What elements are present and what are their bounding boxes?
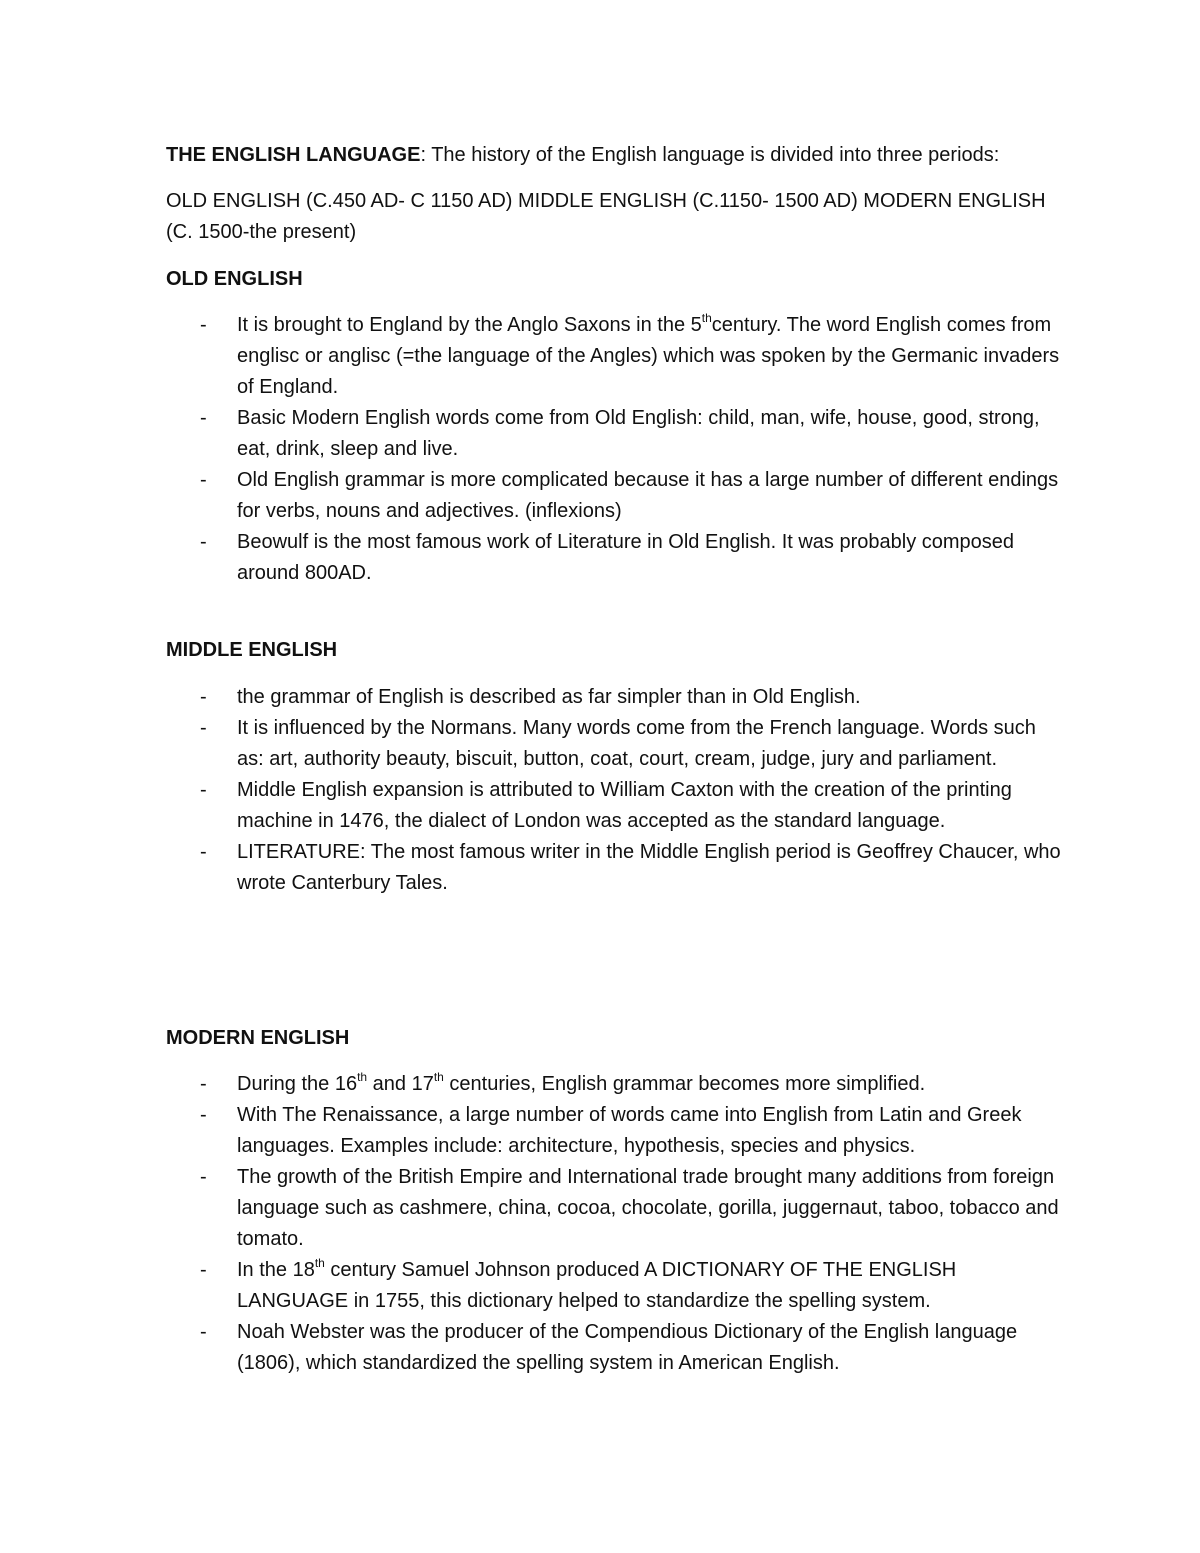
superscript: th	[433, 1070, 444, 1084]
item-text: and 17	[367, 1073, 434, 1095]
bullet-dash: -	[200, 717, 207, 739]
superscript: th	[357, 1070, 368, 1084]
superscript: th	[701, 311, 712, 325]
bullet-dash: -	[200, 469, 207, 491]
item-text: The growth of the British Empire and International trade brought many additions from foreign language such as cashmere, china, cocoa, chocolate, gorilla, juggernaut, taboo, tobacco and tomato.	[237, 1166, 1059, 1250]
list-item	[166, 682, 1066, 713]
intro-block	[166, 140, 1066, 248]
item-text: Beowulf is the most famous work of Literature in Old English. It was probably composed around 800AD.	[237, 531, 1015, 584]
intro-text: : The history of the English language is divided into three periods:	[420, 144, 1000, 166]
section-title-modern-english: MODERN ENGLISH	[166, 1027, 350, 1049]
middle-english-list	[166, 682, 1066, 899]
list-item	[166, 1317, 1066, 1379]
bullet-dash: -	[200, 779, 207, 801]
bullet-dash: -	[200, 314, 207, 336]
bullet-dash: -	[200, 1166, 207, 1188]
old-english-list	[166, 310, 1066, 589]
section-title-old-english: OLD ENGLISH	[166, 268, 303, 290]
bullet-dash: -	[200, 1259, 207, 1281]
item-text: century. The word English comes from englisc or anglisc (=the language of the Angles) which was spoken by the Germanic invaders of England.	[237, 314, 1060, 398]
item-text: With The Renaissance, a large number of words came into English from Latin and Greek languages. Examples include: architecture, hypothesis, species and physics.	[237, 1104, 1022, 1157]
item-text: century Samuel Johnson produced A DICTIONARY OF THE ENGLISH LANGUAGE in 1755, this dictionary helped to standardize the spelling system.	[237, 1259, 957, 1312]
list-item	[166, 775, 1066, 837]
item-text: In the 18	[237, 1259, 315, 1281]
bullet-dash: -	[200, 1073, 207, 1095]
bullet-dash: -	[200, 531, 207, 553]
item-text: It is brought to England by the Anglo Saxons in the 5	[237, 314, 702, 336]
bullet-dash: -	[200, 1321, 207, 1343]
item-text: centuries, English grammar becomes more simplified.	[443, 1073, 926, 1095]
item-text: the grammar of English is described as far simpler than in Old English.	[237, 686, 861, 708]
item-text: It is influenced by the Normans. Many words come from the French language. Words such as: art, authority beauty, biscuit, button, coat, court, cream, judge, jury and parliament.	[237, 717, 1036, 770]
bullet-dash: -	[200, 841, 207, 863]
item-text: Basic Modern English words come from Old English: child, man, wife, house, good, strong, eat, drink, sleep and live.	[237, 407, 1040, 460]
superscript: th	[314, 1256, 325, 1270]
list-item	[166, 1069, 1066, 1100]
item-text: Old English grammar is more complicated because it has a large number of different endings for verbs, nouns and adjectives. (inflexions)	[237, 469, 1059, 522]
list-item	[166, 465, 1066, 527]
item-text: During the 16	[237, 1073, 358, 1095]
bullet-dash: -	[200, 686, 207, 708]
bullet-dash: -	[200, 1104, 207, 1126]
section-title-middle-english: MIDDLE ENGLISH	[166, 639, 338, 661]
list-item	[166, 310, 1066, 403]
item-text: LITERATURE: The most famous writer in the Middle English period is Geoffrey Chaucer, who wrote Canterbury Tales.	[237, 841, 1061, 894]
intro-heading	[166, 140, 1066, 171]
list-item	[166, 1255, 1066, 1317]
list-item	[166, 1162, 1066, 1255]
bullet-dash: -	[200, 407, 207, 429]
document-title: THE ENGLISH LANGUAGE	[166, 144, 421, 166]
list-item	[166, 713, 1066, 775]
list-item	[166, 403, 1066, 465]
item-text: Middle English expansion is attributed to William Caxton with the creation of the printing machine in 1476, the dialect of London was accepted as the standard language.	[237, 779, 1012, 832]
modern-english-list	[166, 1069, 1066, 1379]
list-item	[166, 1100, 1066, 1162]
periods-text: OLD ENGLISH (C.450 AD- C 1150 AD) MIDDLE ENGLISH (C.1150- 1500 AD) MODERN ENGLISH (C. 1500-the present)	[166, 190, 1046, 243]
list-item	[166, 837, 1066, 899]
item-text: Noah Webster was the producer of the Compendious Dictionary of the English language (1806), which standardized the spelling system in American English.	[237, 1321, 1018, 1374]
list-item	[166, 527, 1066, 589]
